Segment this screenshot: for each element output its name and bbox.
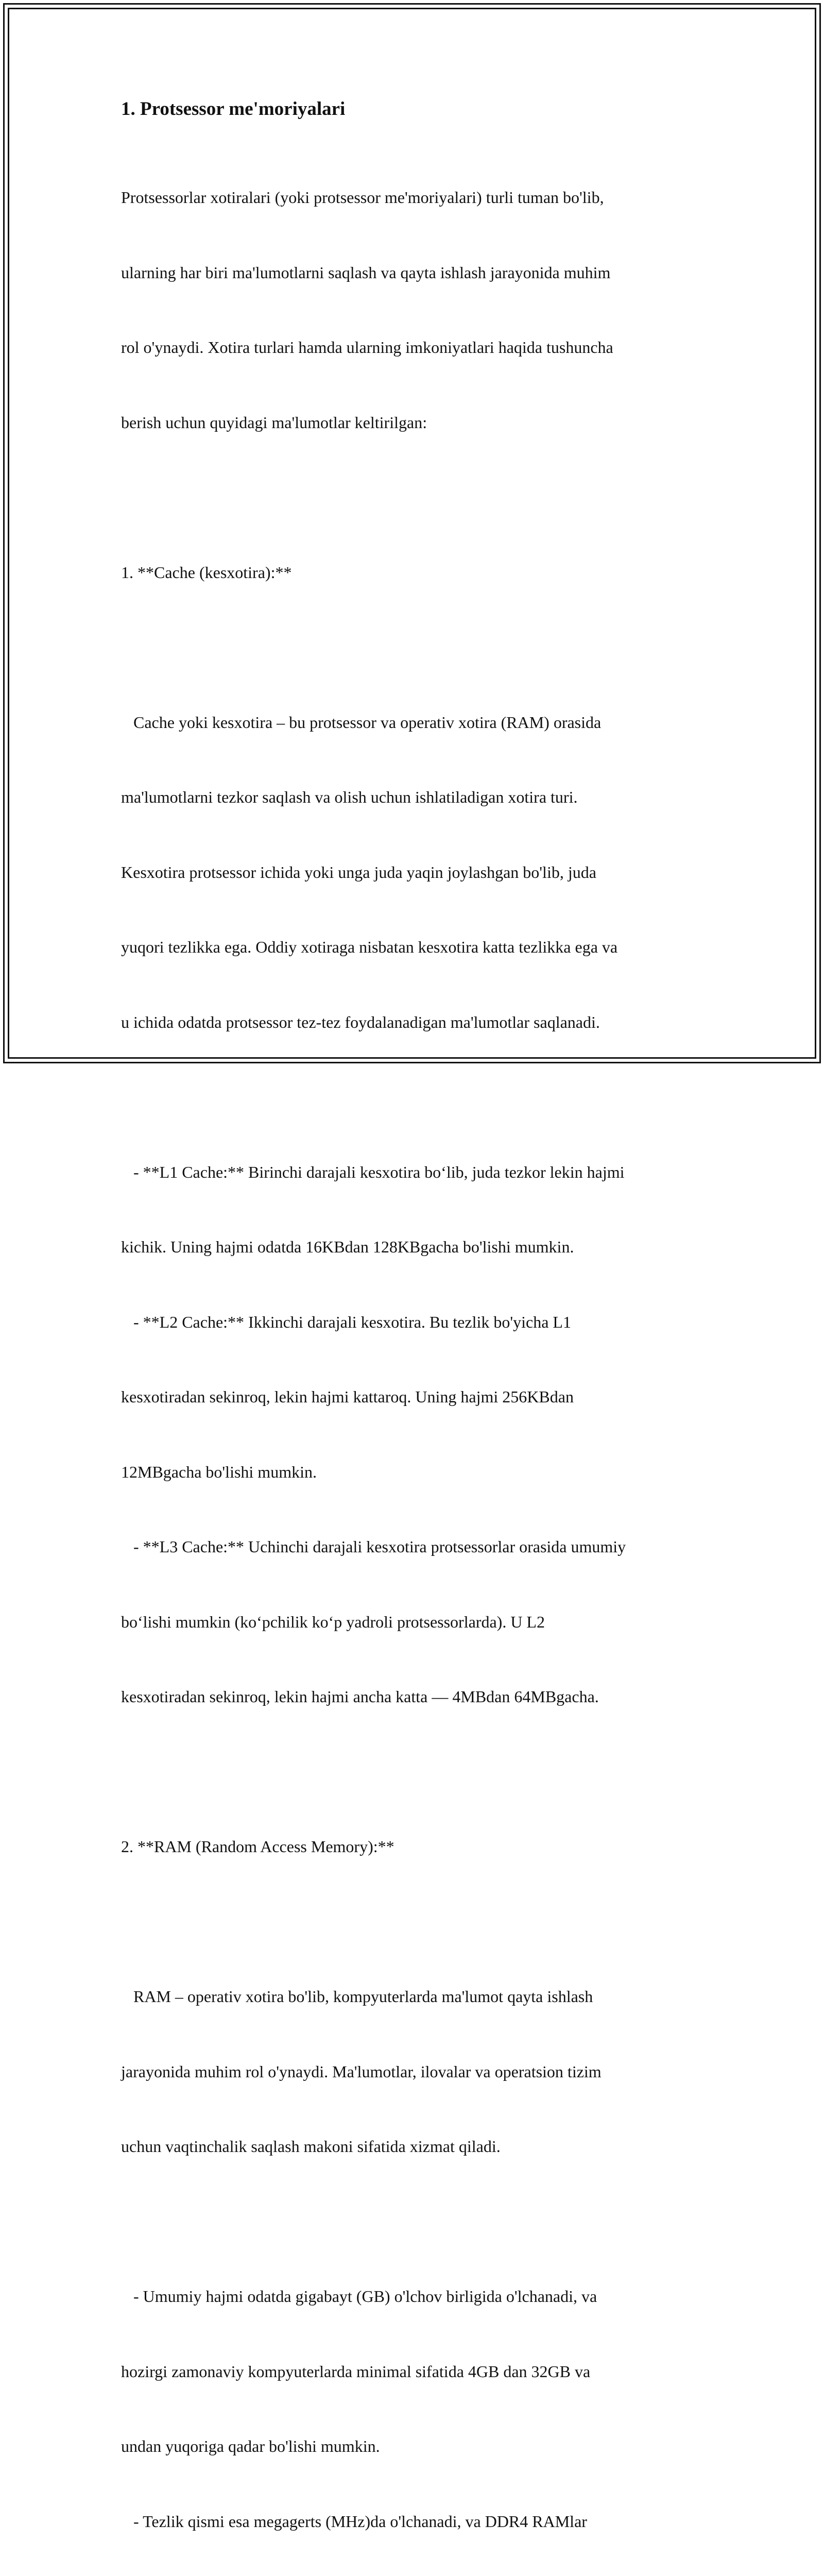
list-item-l3: - **L3 Cache:** Uchinchi darajali kesxotira protsessorlar orasida umumiy: [121, 1537, 626, 1556]
text-line: kesxotiradan sekinroq, lekin hajmi kattaroq. Uning hajmi 256KBdan: [121, 1387, 574, 1406]
text-line: undan yuqoriga qadar bo'lishi mumkin.: [121, 2437, 380, 2455]
text-line: 1. **Cache (kesxotira):**: [121, 563, 292, 582]
text-line: jarayonida muhim rol o'ynaydi. Ma'lumotlar, ilovalar va operatsion tizim: [121, 2062, 602, 2081]
text-line: Cache yoki kesxotira – bu protsessor va operativ xotira (RAM) orasida: [121, 713, 602, 732]
list-item-l2: - **L2 Cache:** Ikkinchi darajali kesxotira. Bu tezlik bo'yicha L1: [121, 1312, 571, 1331]
intro-paragraph: [121, 135, 706, 485]
text-line: yuqori tezlikka ega. Oddiy xotiraga nisbatan kesxotira katta tezlikka ega va: [121, 938, 618, 956]
document-body: [121, 97, 706, 2576]
text-line: rol o'ynaydi. Xotira turlari hamda ularning imkoniyatlari haqida tushuncha: [121, 338, 613, 357]
text-line: Protsessorlar xotiralari (yoki protsessor me'moriyalari) turli tuman bo'lib,: [121, 188, 604, 207]
ram-description-paragraph: [121, 1934, 706, 2209]
text-line: kichik. Uning hajmi odatda 16KBdan 128KBgacha bo'lishi mumkin.: [121, 1238, 574, 1256]
text-line: 12MBgacha bo'lishi mumkin.: [121, 1462, 317, 1481]
text-line: hozirgi zamonaviy kompyuterlarda minimal sifatida 4GB dan 32GB va: [121, 2362, 591, 2381]
text-line: ularning har biri ma'lumotlarni saqlash va qayta ishlash jarayonida muhim: [121, 263, 611, 282]
cache-description-paragraph: [121, 660, 706, 1085]
text-line: Kesxotira protsessor ichida yoki unga juda yaqin joylashgan bo'lib, juda: [121, 862, 596, 882]
list-item-speed: - Tezlik qismi esa megagerts (MHz)da o'lchanadi, va DDR4 RAMlar: [121, 2512, 587, 2531]
text-line: bo‘lishi mumkin (ko‘pchilik ko‘p yadroli protsessorlarda). U L2: [121, 1612, 545, 1631]
list-item-l1: - **L1 Cache:** Birinchi darajali kesxotira bo‘lib, juda tezkor lekin hajmi: [121, 1162, 625, 1181]
section-heading-cache: [121, 510, 706, 635]
text-line: uchun vaqtinchalik saqlash makoni sifatida xizmat qiladi.: [121, 2137, 501, 2156]
ram-details-list: [121, 2234, 706, 2576]
text-line: RAM – operativ xotira bo'lib, kompyuterlarda ma'lumot qayta ishlash: [121, 1987, 593, 2006]
section-heading-ram: [121, 1784, 706, 1909]
text-line: kesxotiradan sekinroq, lekin hajmi ancha katta — 4MBdan 64MBgacha.: [121, 1687, 599, 1706]
page-title: 1. Protsessor me'moriyalari: [121, 98, 346, 120]
list-item-size: - Umumiy hajmi odatda gigabayt (GB) o'lchov birligida o'lchanadi, va: [121, 2287, 597, 2306]
text-line: u ichida odatda protsessor tez-tez foydalanadigan ma'lumotlar saqlanadi.: [121, 1012, 600, 1031]
text-line: 2. **RAM (Random Access Memory):**: [121, 1837, 394, 1856]
cache-levels-list: [121, 1110, 706, 1759]
text-line: berish uchun quyidagi ma'lumotlar keltirilgan:: [121, 413, 427, 432]
text-line: ma'lumotlarni tezkor saqlash va olish uchun ishlatiladigan xotira turi.: [121, 788, 578, 806]
